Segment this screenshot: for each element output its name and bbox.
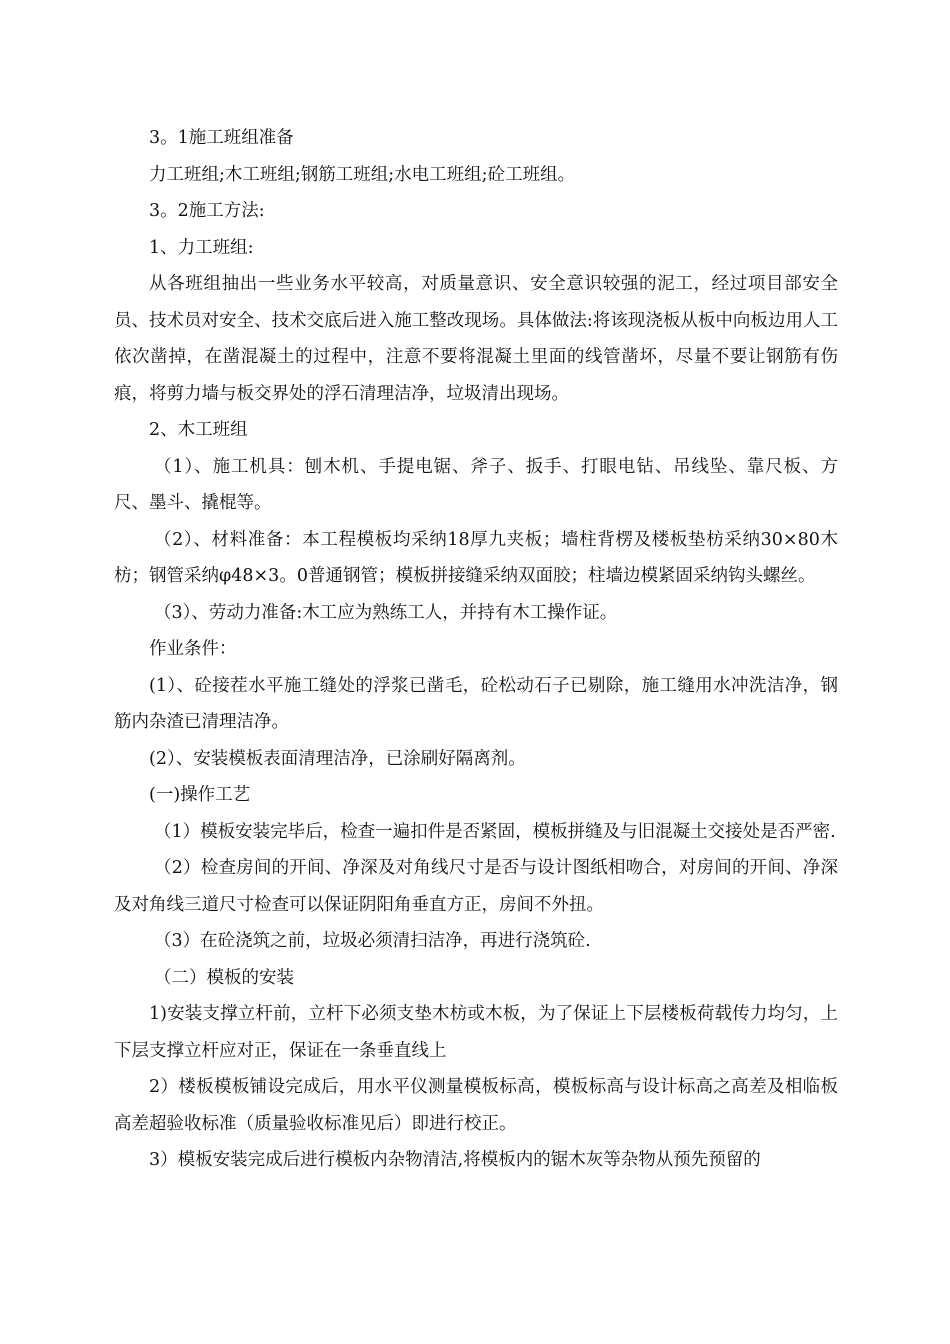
paragraph-install-1: 1)安装支撑立杆前，立杆下必须支垫木枋或木板，为了保证上下层楼板荷载传力均匀，上下层支撑立杆应对正，保证在一条垂直线上 <box>114 1004 838 1061</box>
paragraph-labor-prep: （3）、劳动力准备:木工应为熟练工人，并持有木工操作证。 <box>154 602 618 623</box>
subheading-operation-process: (一)操作工艺 <box>149 785 251 805</box>
paragraph-tools: （1）、施工机具：刨木机、手提电锯、斧子、扳手、打眼电钻、吊线坠、靠尺板、方尺、墨斗、撬棍等。 <box>114 456 838 513</box>
section-heading-construction-method: 3。2施工方法: <box>149 201 265 221</box>
paragraph-process-2: （2）检查房间的开间、净深及对角线尺寸是否与设计图纸相吻合，对房间的开间、净深及对角线三道尺寸检查可以保证阴阳角垂直方正，房间不外扭。 <box>114 858 838 915</box>
document-body <box>114 120 838 1179</box>
paragraph-install-3: 3）模板安装完成后进行模板内杂物清洁,将模板内的锯木灰等杂物从预先预留的 <box>149 1150 761 1170</box>
paragraph-process-1: （1）模板安装完毕后，检查一遍扣件是否紧固，模板拼缝及与旧混凝土交接处是否严密. <box>154 821 836 842</box>
section-heading-team-prep: 3。1施工班组准备 <box>149 128 294 148</box>
subheading-work-conditions: 作业条件： <box>149 639 237 659</box>
paragraph-install-2: 2）楼板模板铺设完成后，用水平仪测量模板标高，模板标高与设计标高之高差及相临板高差超验收标准（质量验收标准见后）即进行校正。 <box>114 1077 838 1134</box>
paragraph-process-3: （3）在砼浇筑之前，垃圾必须清扫洁净，再进行浇筑砼. <box>154 931 591 951</box>
paragraph-materials: （2）、材料准备：本工程模板均采纳18厚九夹板；墙柱背楞及楼板垫枋采纳30×80木枋；钢管采纳φ48×3。0普通钢管；模板拼接缝采纳双面胶；柱墙边模紧固采纳钩头螺丝。 <box>114 529 838 586</box>
paragraph-condition-2: (2）、安装模板表面清理洁净，已涂刷好隔离剂。 <box>149 748 526 769</box>
subheading-labor-team: 1、力工班组: <box>149 237 254 258</box>
paragraph-condition-1: (1）、砼接茬水平施工缝处的浮浆已凿毛，砼松动石子已剔除，施工缝用水冲洗洁净，钢筋内杂渣已清理洁净。 <box>114 675 838 732</box>
paragraph-labor-team-detail: 从各班组抽出一些业务水平较高，对质量意识、安全意识较强的泥工，经过项目部安全员、技术员对安全、技术交底后进入施工整改现场。具体做法:将该现浇板从板中向板边用人工依次凿掉，在凿混凝土的过程中，注意不要将混凝土里面的线管凿坏，尽量不要让钢筋有伤痕，将剪力墙与板交界处的浮石清理洁净，垃圾清出现场。 <box>114 274 838 404</box>
subheading-formwork-install: （二）模板的安装 <box>154 967 294 988</box>
paragraph-team-list: 力工班组;木工班组;钢筋工班组;水电工班组;砼工班组。 <box>149 164 576 185</box>
subheading-carpentry-team: 2、木工班组 <box>149 420 248 440</box>
